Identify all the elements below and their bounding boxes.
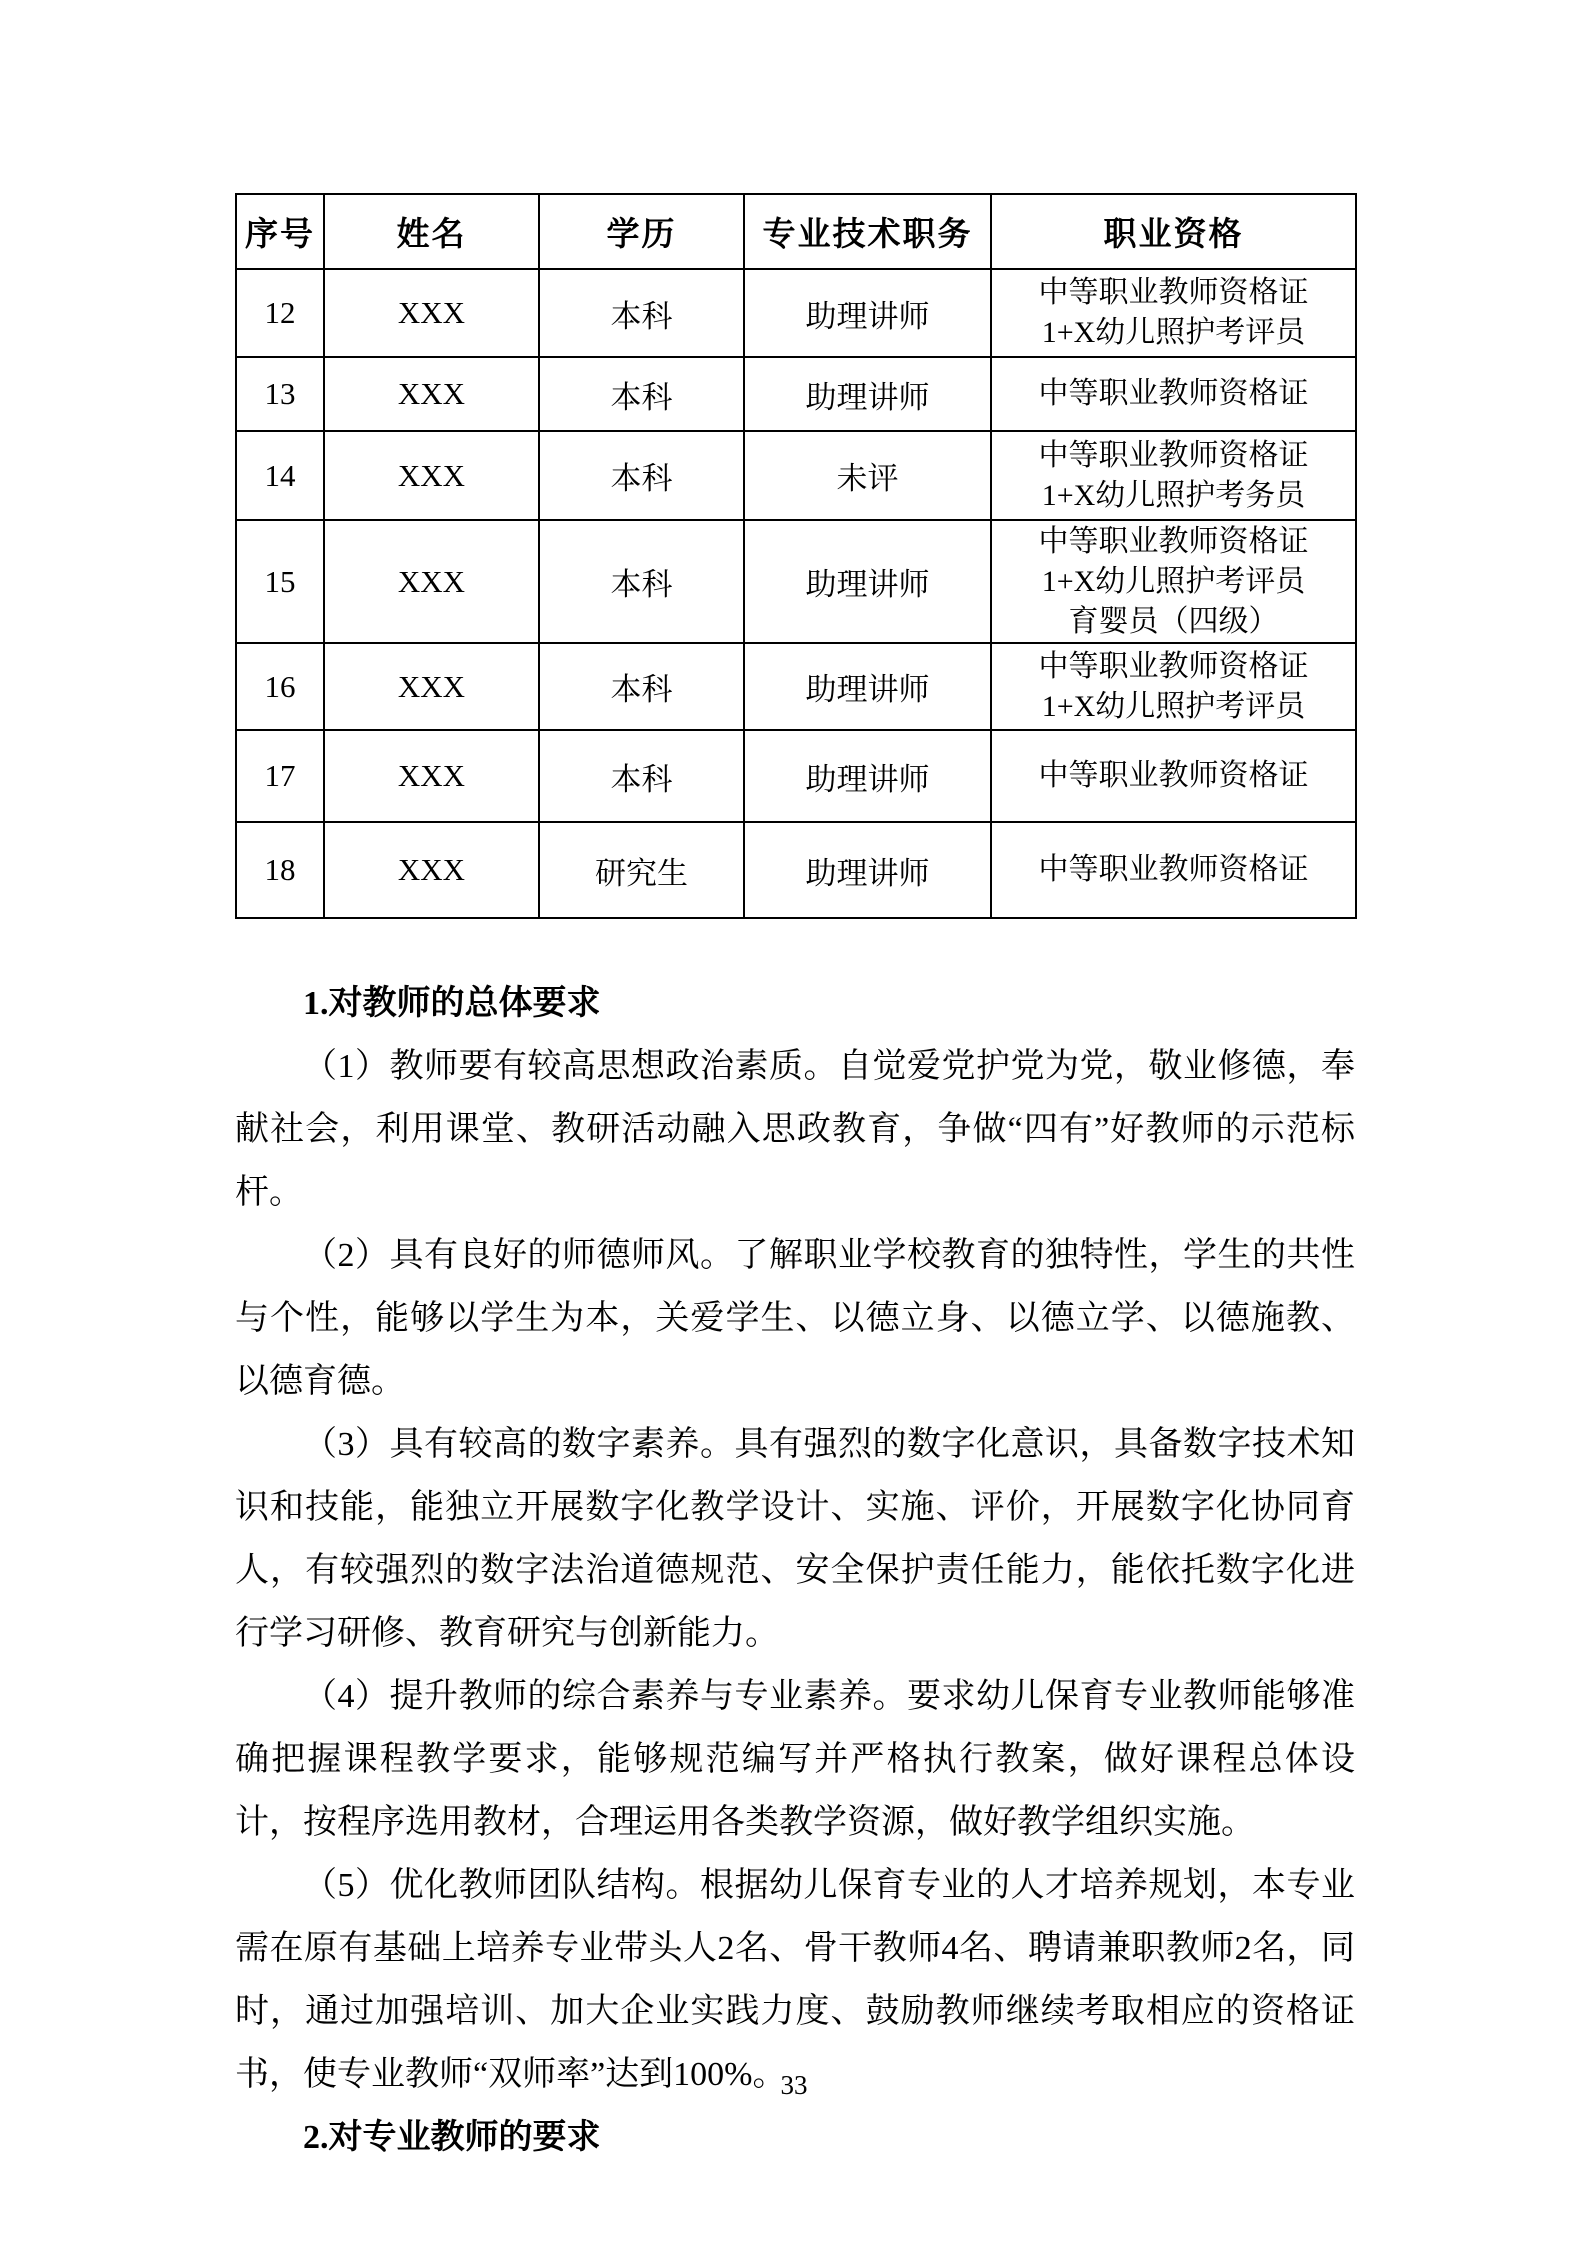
paragraph-2: （2）具有良好的师德师风。了解职业学校教育的独特性，学生的共性与个性，能够以学生为本，关爱学生、以德立身、以德立学、以德施教、以德育德。 (235, 1237, 1355, 1400)
cell-qualifications (991, 269, 1356, 357)
header-index: 序号 (236, 194, 324, 269)
header-name: 姓名 (324, 194, 539, 269)
qualification-line: 中等职业教师资格证 (1038, 276, 1309, 309)
paragraph-4: （4）提升教师的综合素养与专业素养。要求幼儿保育专业教师能够准确把握课程教学要求，能够规范编写并严格执行教案，做好课程总体设计，按程序选用教材，合理运用各类教学资源，做好教学组织实施。 (235, 1678, 1355, 1841)
cell-title: 助理讲师 (744, 822, 991, 918)
cell-title: 助理讲师 (744, 520, 991, 643)
table-header-row (236, 194, 1356, 269)
cell-qualifications (991, 730, 1356, 822)
qualification-line: 中等职业教师资格证 (1038, 377, 1309, 410)
cell-index: 13 (236, 357, 324, 431)
cell-qualifications (991, 357, 1356, 431)
cell-name: XXX (324, 822, 539, 918)
table-row (236, 520, 1356, 643)
qualification-line: 中等职业教师资格证 (1038, 438, 1309, 472)
table-row (236, 643, 1356, 730)
cell-degree: 本科 (539, 730, 744, 822)
cell-degree: 本科 (539, 357, 744, 431)
cell-title: 助理讲师 (744, 357, 991, 431)
qualification-line: 育婴员（四级） (1068, 604, 1279, 638)
qualification-line: 中等职业教师资格证 (1038, 524, 1309, 558)
cell-qualifications (991, 822, 1356, 918)
cell-title: 助理讲师 (744, 269, 991, 357)
cell-index: 18 (236, 822, 324, 918)
cell-qualifications (991, 431, 1356, 520)
paragraph-3: （3）具有较高的数字素养。具有强烈的数字化意识，具备数字技术知识和技能，能独立开展数字化教学设计、实施、评价，开展数字化协同育人，有较强烈的数字法治道德规范、安全保护责任能力，能依托数字化进行学习研修、教育研究与创新能力。 (235, 1426, 1355, 1652)
cell-qualifications (991, 643, 1356, 730)
body-text (235, 972, 1355, 2169)
cell-title: 助理讲师 (744, 643, 991, 730)
header-degree: 学历 (539, 194, 744, 269)
cell-name: XXX (324, 730, 539, 822)
qualification-line: 中等职业教师资格证 (1038, 759, 1309, 792)
cell-title: 未评 (744, 431, 991, 520)
cell-title: 助理讲师 (744, 730, 991, 822)
section-heading-1: 1.对教师的总体要求 (303, 985, 601, 1022)
qualification-line: 中等职业教师资格证 (1038, 649, 1309, 683)
qualification-line: 1+X幼儿照护考务员 (1041, 478, 1306, 512)
section-heading-2: 2.对专业教师的要求 (303, 2119, 601, 2156)
cell-degree: 本科 (539, 431, 744, 520)
cell-degree: 本科 (539, 520, 744, 643)
table-row (236, 822, 1356, 918)
table-row (236, 269, 1356, 357)
cell-index: 12 (236, 269, 324, 357)
cell-degree: 本科 (539, 269, 744, 357)
cell-name: XXX (324, 357, 539, 431)
teacher-qualification-table (235, 193, 1355, 919)
cell-name: XXX (324, 431, 539, 520)
header-qualifications: 职业资格 (991, 194, 1356, 269)
page-number: 33 (780, 2070, 808, 2100)
header-title: 专业技术职务 (744, 194, 991, 269)
cell-index: 14 (236, 431, 324, 520)
cell-name: XXX (324, 520, 539, 643)
paragraph-5: （5）优化教师团队结构。根据幼儿保育专业的人才培养规划，本专业需在原有基础上培养专业带头人2名、骨干教师4名、聘请兼职教师2名，同时，通过加强培训、加大企业实践力度、鼓励教师继续考取相应的资格证书，使专业教师“双师率”达到100%。 (235, 1867, 1355, 2093)
cell-degree: 本科 (539, 643, 744, 730)
table (235, 193, 1357, 919)
table-row (236, 431, 1356, 520)
cell-index: 17 (236, 730, 324, 822)
qualification-line: 1+X幼儿照护考评员 (1041, 564, 1306, 598)
cell-name: XXX (324, 643, 539, 730)
cell-degree: 研究生 (539, 822, 744, 918)
cell-index: 15 (236, 520, 324, 643)
qualification-line: 1+X幼儿照护考评员 (1041, 689, 1306, 723)
cell-name: XXX (324, 269, 539, 357)
table-row (236, 730, 1356, 822)
qualification-line: 1+X幼儿照护考评员 (1041, 316, 1306, 349)
table-row (236, 357, 1356, 431)
paragraph-1: （1）教师要有较高思想政治素质。自觉爱党护党为党，敬业修德，奉献社会，利用课堂、教研活动融入思政教育，争做“四有”好教师的示范标杆。 (235, 1048, 1355, 1211)
cell-index: 16 (236, 643, 324, 730)
cell-qualifications (991, 520, 1356, 643)
qualification-line: 中等职业教师资格证 (1038, 853, 1309, 886)
